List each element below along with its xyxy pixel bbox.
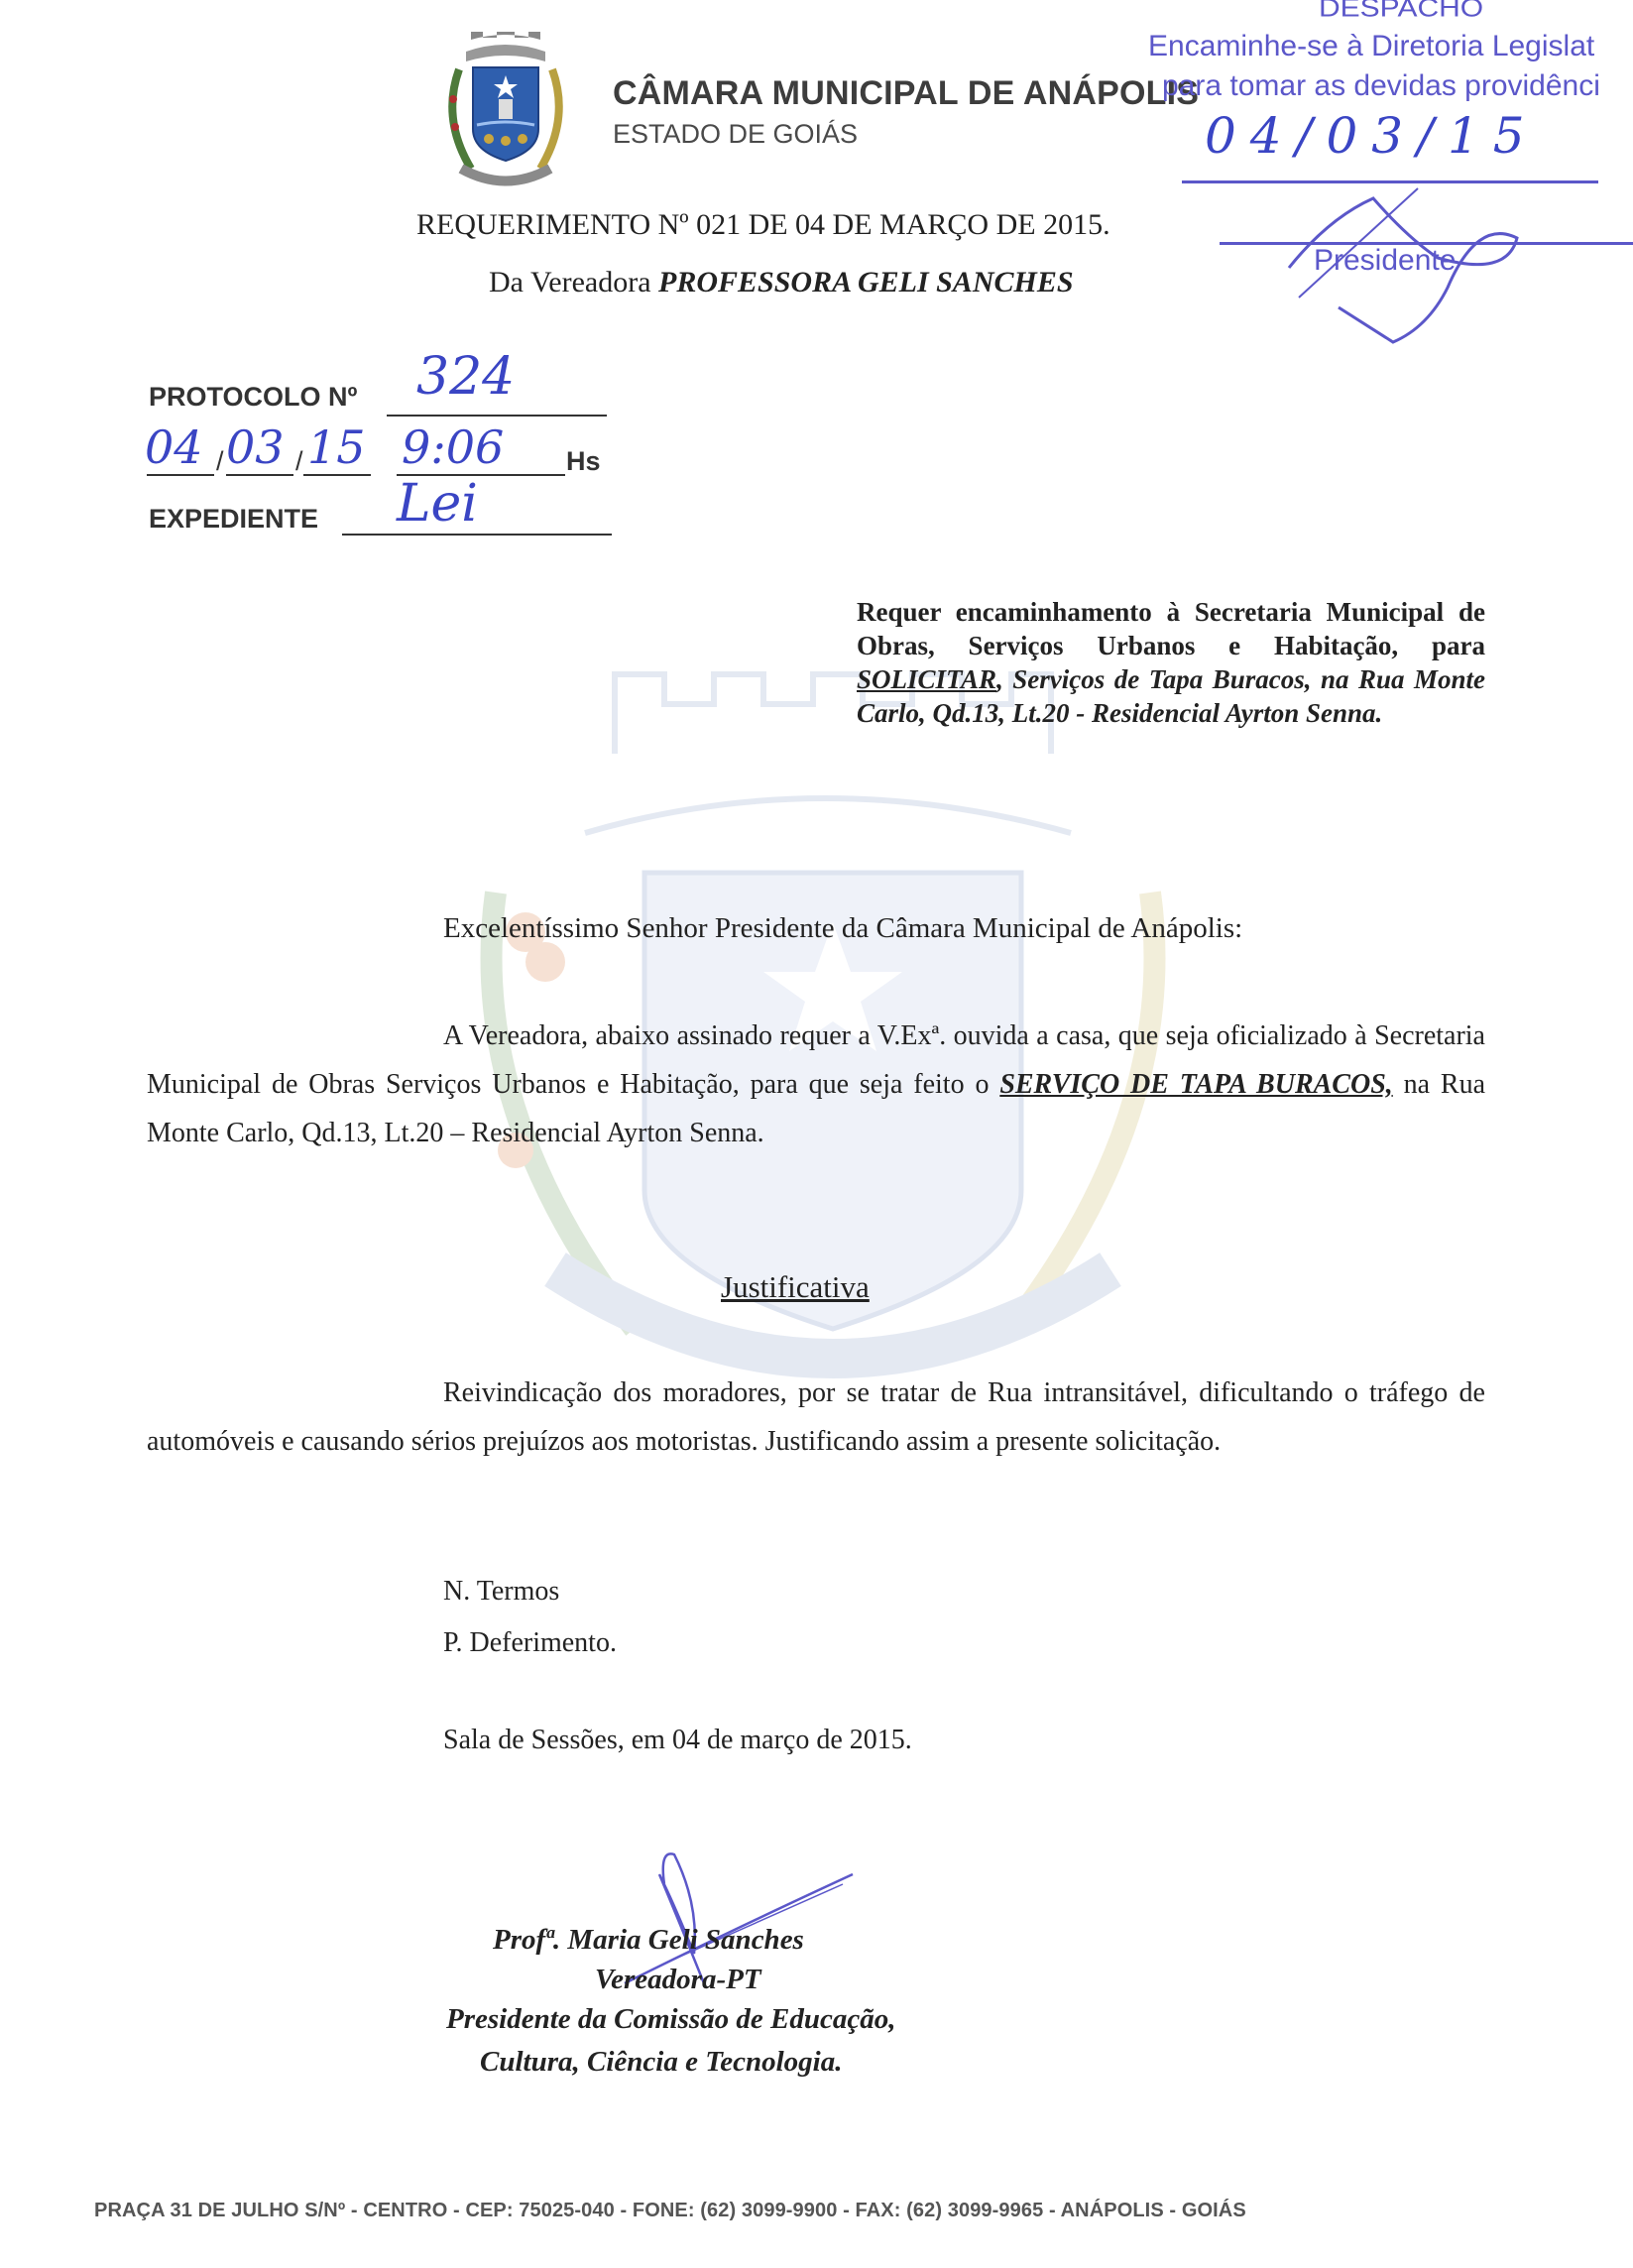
- protocol-number-line: [387, 415, 607, 417]
- request-end: na Rua Monte Carlo, Qd.13, Lt.20 – Residencial Ayrton Senna.: [147, 1069, 1486, 1148]
- protocol-label: PROTOCOLO Nº: [149, 382, 358, 412]
- request-paragraph: [147, 1012, 1485, 1157]
- place-and-date: Sala de Sessões, em 04 de março de 2015.: [443, 1725, 912, 1755]
- author-name: PROFESSORA GELI SANCHES: [658, 266, 1074, 298]
- protocol-year-line: [303, 474, 371, 476]
- footer-address: PRAÇA 31 DE JULHO S/Nº - CENTRO - CEP: 75025-040 - FONE: (62) 3099-9900 - FAX: (62) 3099-9965 - ANÁPOLIS - GOIÁS: [94, 2200, 1246, 2221]
- justification-paragraph: Reivindicação dos moradores, por se tratar de Rua intransitável, dificultando o tráfego de automóveis e causando sérios prejuízos aos motoristas. Justificando assim a presente solicitação.: [147, 1377, 1485, 1457]
- stamp-line-2: para tomar as devidas providênci: [1162, 69, 1600, 102]
- signatory-role: Vereadora-PT: [595, 1964, 761, 1995]
- state-name: ESTADO DE GOIÁS: [613, 119, 859, 149]
- signatory-name: Profª. Maria Geli Sanches: [493, 1924, 804, 1956]
- request-intro: A Vereadora, abaixo assinado requer a V.Exª. ouvida a casa, que seja oficializado à Secretaria Municipal de Obras Serviços Urbanos e Habitação, para que seja feito o: [147, 1020, 1485, 1100]
- stamp-heading: DESPACHO: [1319, 0, 1484, 23]
- summary-highlight: SOLICITAR: [857, 664, 997, 694]
- protocol-time: 9:06: [402, 420, 505, 474]
- summary-part-1: Requer encaminhamento à Secretaria Municipal de Obras, Serviços Urbanos e Habitação, para: [857, 597, 1485, 660]
- municipal-crest-icon: [431, 30, 580, 193]
- stamp-role: Presidente: [1314, 244, 1457, 277]
- protocol-number: 324: [416, 347, 516, 407]
- closing-line-2: P. Deferimento.: [443, 1627, 617, 1658]
- summary-part-2: , Serviços de Tapa Buracos, na Rua Monte Carlo, Qd.13, Lt.20 - Residencial Ayrton Senna.: [857, 664, 1485, 728]
- protocol-month-line: [226, 474, 293, 476]
- expediente-value: Lei: [397, 474, 478, 534]
- protocol-day-line: [147, 474, 214, 476]
- protocol-date-month: 03: [226, 420, 285, 474]
- president-signature-icon: [1279, 179, 1576, 347]
- signatory-title-2: Cultura, Ciência e Tecnologia.: [480, 2046, 843, 2078]
- expediente-label: EXPEDIENTE: [149, 504, 319, 534]
- request-summary: [857, 595, 1485, 730]
- document-author: [489, 266, 1074, 299]
- institution-name: CÂMARA MUNICIPAL DE ANÁPOLIS: [613, 74, 1200, 112]
- request-highlight: SERVIÇO DE TAPA BURACOS,: [999, 1069, 1393, 1100]
- document-title: REQUERIMENTO Nº 021 DE 04 DE MARÇO DE 2015.: [416, 208, 1110, 241]
- protocol-date-day: 04: [145, 420, 203, 474]
- closing-line-1: N. Termos: [443, 1576, 560, 1607]
- date-separator: /: [216, 446, 224, 476]
- protocol-date-year: 15: [307, 420, 366, 474]
- signatory-title-1: Presidente da Comissão de Educação,: [446, 2003, 896, 2035]
- date-separator: /: [295, 446, 303, 476]
- stamp-line-1: Encaminhe-se à Diretoria Legislat: [1148, 30, 1595, 62]
- stamp-handwritten-date: 04/03/15: [1205, 107, 1539, 165]
- justification-title: Justificativa: [721, 1269, 870, 1304]
- protocol-time-suffix: Hs: [566, 446, 601, 476]
- salutation: Excelentíssimo Senhor Presidente da Câmara Municipal de Anápolis:: [443, 912, 1243, 944]
- expediente-line: [342, 534, 612, 536]
- author-prefix: Da Vereadora: [489, 266, 651, 298]
